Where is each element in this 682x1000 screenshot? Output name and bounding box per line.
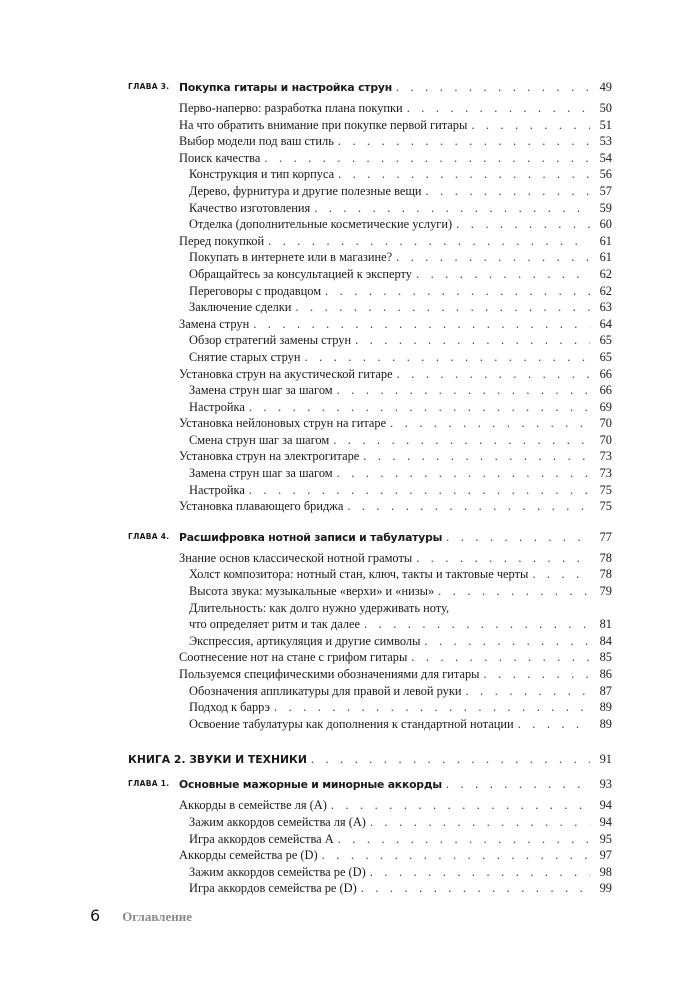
page-number: 60: [599, 217, 612, 232]
entry-title: Снятие старых струн: [189, 349, 305, 366]
toc-subentry: [128, 249, 612, 266]
page-number: 70: [599, 416, 612, 431]
entry-title: Выбор модели под ваш стиль: [179, 133, 338, 150]
entry-title: Отделка (дополнительные косметические услуги): [189, 216, 456, 233]
entry-title: Обозначения аппликатуры для правой и левой руки: [189, 683, 466, 700]
page-number: 65: [599, 333, 612, 348]
page-number: 64: [599, 316, 612, 331]
page-number: 89: [599, 716, 612, 731]
page-number: 94: [599, 814, 612, 829]
toc-entry: [128, 233, 612, 250]
page-number: 75: [599, 482, 612, 497]
entry-title: Установка струн на электрогитаре: [179, 448, 363, 465]
entry-title: Перво-наперво: разработка плана покупки: [179, 100, 407, 117]
page-number: 78: [599, 550, 612, 565]
chapter-title: Расшифровка нотной записи и табулатуры: [179, 527, 446, 549]
toc-subentry: [128, 299, 612, 316]
folio-number: 6: [90, 906, 101, 925]
dot-leader: [295, 299, 590, 316]
dot-leader: [370, 814, 590, 831]
dot-leader: [370, 864, 590, 881]
toc-entry: [128, 150, 612, 167]
chapter-title: Покупка гитары и настройка струн: [179, 77, 396, 99]
page-number: 62: [599, 283, 612, 298]
page-number: 53: [599, 134, 612, 149]
toc-subentry: [128, 831, 612, 848]
chapter-label: ГЛАВА 3.: [128, 82, 170, 91]
toc-subentry: [128, 166, 612, 183]
page-number: 50: [599, 101, 612, 115]
entry-title: Высота звука: музыкальные «верхи» и «низы»: [189, 583, 438, 600]
dot-leader: [311, 748, 590, 770]
entry-title: Установка струн на акустической гитаре: [179, 366, 397, 383]
dot-leader: [331, 797, 590, 814]
page-number: 78: [599, 567, 612, 582]
dot-leader: [407, 100, 590, 117]
entry-title: Покупать в интернете или в магазине?: [189, 249, 396, 266]
entry-title: Замена струн: [179, 316, 253, 333]
chapter-label: ГЛАВА 4.: [128, 531, 170, 541]
page-number: 87: [599, 683, 612, 698]
toc-entry: [128, 100, 612, 117]
dot-leader: [456, 216, 590, 233]
page-number: 94: [599, 798, 612, 813]
dot-leader: [446, 773, 590, 795]
toc-subentry: [128, 716, 612, 733]
dot-leader: [484, 666, 591, 683]
toc-subentry: [128, 332, 612, 349]
page-number: 79: [599, 584, 612, 599]
entry-title: Подход к баррэ: [189, 699, 274, 716]
toc-subentry: [128, 382, 612, 399]
entry-title: Соотнесение нот на стане с грифом гитары: [179, 649, 411, 666]
entry-title: Обращайтесь за консультацией к эксперту: [189, 266, 416, 283]
toc-subentry: [128, 183, 612, 200]
entry-title: Качество изготовления: [189, 200, 314, 217]
book-heading: [128, 748, 612, 770]
page-number: 91: [599, 752, 612, 767]
toc-subentry: [128, 683, 612, 700]
toc-entry: [128, 797, 612, 814]
page-number: 75: [599, 499, 612, 514]
page-number: 95: [599, 831, 612, 846]
chapter-heading: [128, 773, 612, 795]
entry-title: Зажим аккордов семейства ля (A): [189, 814, 370, 831]
entry-title: На что обратить внимание при покупке первой гитары: [179, 117, 471, 134]
dot-leader: [249, 399, 590, 416]
dot-leader: [338, 133, 590, 150]
entry-title: Обзор стратегий замены струн: [189, 332, 355, 349]
toc-subentry: [128, 266, 612, 283]
dot-leader: [338, 831, 590, 848]
page-number: 57: [599, 183, 612, 198]
toc-subentry: [128, 880, 612, 897]
running-footer-title: Оглавление: [122, 909, 192, 924]
entry-title: Аккорды в семействе ля (A): [179, 797, 331, 814]
dot-leader: [471, 117, 590, 134]
toc-entry: [128, 550, 612, 567]
entry-title: Перед покупкой: [179, 233, 268, 250]
entry-title: Смена струн шаг за шагом: [189, 432, 333, 449]
dot-leader: [268, 233, 590, 250]
chapter-heading: [128, 526, 612, 548]
page-number: 61: [599, 250, 612, 265]
dot-leader: [532, 566, 590, 583]
table-of-contents: [128, 76, 612, 897]
page-number: 97: [599, 848, 612, 863]
entry-title: Конструкция и тип корпуса: [189, 166, 338, 183]
toc-subentry: [128, 699, 612, 716]
entry-title: Замена струн шаг за шагом: [189, 465, 337, 482]
dot-leader: [322, 847, 590, 864]
entry-title: Настройка: [189, 399, 249, 416]
dot-leader: [390, 415, 590, 432]
dot-leader: [411, 649, 590, 666]
toc-subentry: [128, 432, 612, 449]
dot-leader: [355, 332, 590, 349]
page-number: 73: [599, 466, 612, 481]
dot-leader: [361, 880, 590, 897]
dot-leader: [249, 482, 590, 499]
entry-title: Пользуемся специфическими обозначениями для гитары: [179, 666, 484, 683]
dot-leader: [446, 526, 590, 548]
book-title: КНИГА 2. ЗВУКИ И ТЕХНИКИ: [128, 749, 311, 771]
toc-subentry: [128, 566, 612, 583]
entry-title: Установка плавающего бриджа: [179, 498, 347, 515]
entry-title: Зажим аккордов семейства ре (D): [189, 864, 370, 881]
toc-subentry: [128, 616, 612, 633]
chapter-title: Основные мажорные и минорные аккорды: [179, 774, 446, 796]
toc-entry: [128, 415, 612, 432]
page-number: 66: [599, 383, 612, 398]
toc-subentry: [128, 216, 612, 233]
page-number: 84: [599, 633, 612, 648]
toc-entry: [128, 666, 612, 683]
dot-leader: [337, 465, 590, 482]
page-number: 54: [599, 150, 612, 165]
toc-subentry-first-line: [128, 600, 612, 617]
entry-title: Установка нейлоновых струн на гитаре: [179, 415, 390, 432]
entry-title: Освоение табулатуры как дополнения к стандартной нотации: [189, 716, 518, 733]
dot-leader: [314, 200, 590, 217]
entry-title: Знание основ классической нотной грамоты: [179, 550, 416, 567]
dot-leader: [347, 498, 590, 515]
dot-leader: [337, 382, 590, 399]
entry-title: Аккорды семейства ре (D): [179, 847, 322, 864]
page-number: 69: [599, 399, 612, 414]
entry-title-line1: Длительность: как долго нужно удерживать ноту,: [189, 600, 453, 617]
page-number: 77: [599, 529, 612, 544]
toc-entry: [128, 366, 612, 383]
page-number: 81: [599, 617, 612, 632]
toc-entry: [128, 117, 612, 134]
toc-subentry: [128, 814, 612, 831]
page-number: 49: [599, 80, 612, 94]
dot-leader: [363, 448, 590, 465]
page-number: 98: [599, 864, 612, 879]
entry-title: Экспрессия, артикуляция и другие символы: [189, 633, 424, 650]
toc-entry: [128, 448, 612, 465]
dot-leader: [466, 683, 590, 700]
page-number: 63: [599, 300, 612, 315]
dot-leader: [264, 150, 590, 167]
toc-entry: [128, 316, 612, 333]
toc-subentry: [128, 482, 612, 499]
entry-title: что определяет ритм и так далее: [189, 616, 364, 633]
toc-subentry: [128, 583, 612, 600]
dot-leader: [397, 366, 590, 383]
toc-subentry: [128, 633, 612, 650]
entry-title: Замена струн шаг за шагом: [189, 382, 337, 399]
entry-title: Игра аккордов семейства A: [189, 831, 338, 848]
toc-subentry: [128, 864, 612, 881]
entry-title: Поиск качества: [179, 150, 264, 167]
page-number: 73: [599, 449, 612, 464]
chapter-label: ГЛАВА 1.: [128, 779, 170, 789]
page-number: 89: [599, 700, 612, 715]
dot-leader: [274, 699, 590, 716]
dot-leader: [416, 550, 590, 567]
page-number: 86: [599, 667, 612, 681]
entry-title: Настройка: [189, 482, 249, 499]
page-number: 99: [599, 881, 612, 896]
page-number: 61: [599, 233, 612, 248]
page-number: 66: [599, 366, 612, 381]
entry-title: Дерево, фурнитура и другие полезные вещи: [189, 183, 426, 200]
page-number: 62: [599, 266, 612, 281]
page-number: 70: [599, 432, 612, 447]
page-number: 93: [599, 777, 612, 792]
dot-leader: [424, 633, 590, 650]
dot-leader: [333, 432, 590, 449]
dot-leader: [364, 616, 590, 633]
entry-title: Игра аккордов семейства ре (D): [189, 880, 361, 897]
dot-leader: [305, 349, 590, 366]
toc-entry: [128, 133, 612, 150]
toc-subentry: [128, 399, 612, 416]
page-footer: [90, 906, 192, 925]
dot-leader: [253, 316, 590, 333]
toc-entry: [128, 498, 612, 515]
dot-leader: [396, 249, 590, 266]
dot-leader: [438, 583, 590, 600]
page-number: 56: [599, 167, 612, 182]
dot-leader: [518, 716, 590, 733]
entry-title: Переговоры с продавцом: [189, 283, 325, 300]
toc-subentry: [128, 200, 612, 217]
page-number: 59: [599, 200, 612, 215]
page-number: 85: [599, 650, 612, 665]
page-number: 51: [599, 117, 612, 132]
toc-subentry: [128, 465, 612, 482]
dot-leader: [426, 183, 590, 200]
dot-leader: [396, 76, 590, 98]
entry-title: Заключение сделки: [189, 299, 295, 316]
chapter-heading: [128, 76, 612, 98]
dot-leader: [338, 166, 590, 183]
entry-title: Холст композитора: нотный стан, ключ, такты и тактовые черты: [189, 566, 532, 583]
dot-leader: [416, 266, 590, 283]
dot-leader: [325, 283, 590, 300]
toc-entry: [128, 847, 612, 864]
page-number: 65: [599, 349, 612, 364]
toc-subentry: [128, 349, 612, 366]
toc-entry: [128, 649, 612, 666]
toc-subentry: [128, 283, 612, 300]
